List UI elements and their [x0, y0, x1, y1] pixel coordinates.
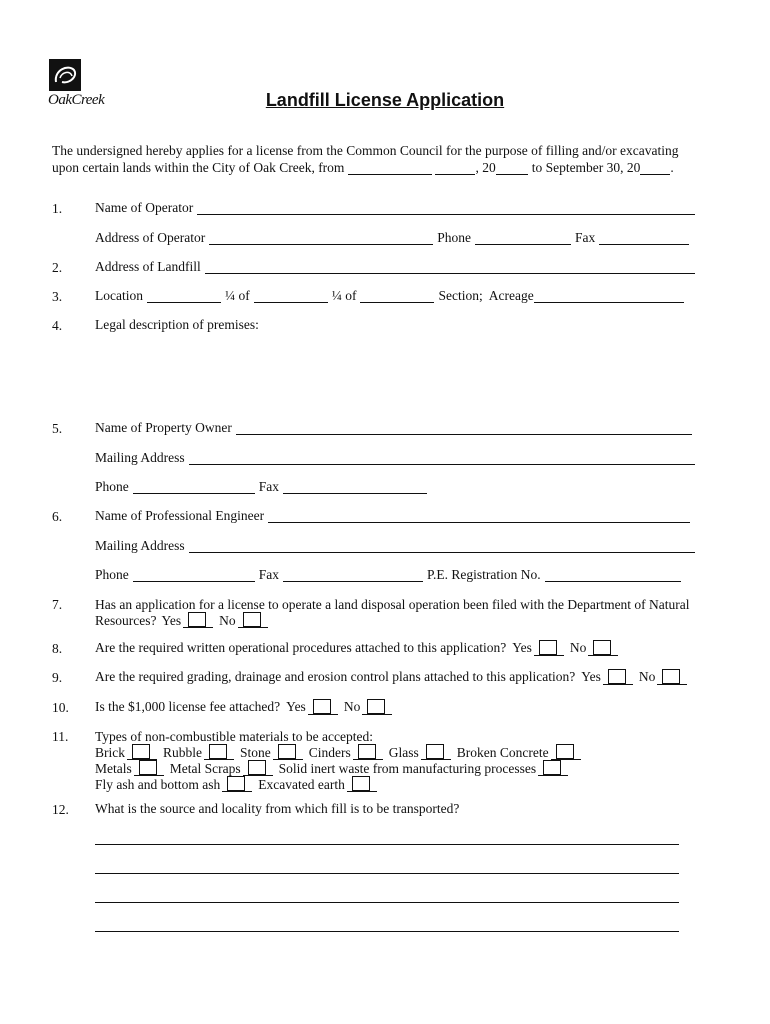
materials-section [95, 729, 587, 792]
stone-label: Stone [240, 745, 271, 760]
quarter-of-label-2: ¼ of [331, 288, 357, 303]
fee-yes-wrap [308, 699, 338, 715]
materials-question: Types of non-combustible materials to be accepted: [95, 729, 373, 744]
engineer-mailing-field[interactable] [189, 540, 695, 553]
intro-line-1: The undersigned hereby applies for a license from the Common Council for the purpose of filling and/or excavating [52, 143, 679, 158]
fill-source-row [95, 801, 459, 817]
brick-label: Brick [95, 745, 125, 760]
item-5-number: 5. [52, 421, 63, 436]
owner-mailing-row [95, 450, 699, 466]
engineer-fax-label: Fax [258, 567, 279, 582]
pe-registration-field[interactable] [545, 569, 681, 582]
operator-address-row [95, 230, 693, 246]
grading-yes-wrap [603, 669, 633, 685]
property-owner-label: Name of Property Owner [95, 420, 232, 435]
fee-question: Is the $1,000 license fee attached? [95, 699, 281, 714]
fee-yes-label: Yes [286, 699, 306, 714]
broken-concrete-label: Broken Concrete [456, 745, 549, 760]
engineer-mailing-label: Mailing Address [95, 538, 185, 553]
from-date-field-2[interactable] [435, 162, 475, 175]
intro-period: . [670, 160, 674, 175]
logo-text: OakCreek [48, 92, 105, 108]
operator-address-field[interactable] [209, 232, 433, 245]
owner-phone-row [95, 479, 431, 495]
intro-to-text: to September 30, 20 [531, 160, 641, 175]
procedures-yes-label: Yes [512, 640, 532, 655]
owner-mailing-field[interactable] [189, 452, 695, 465]
metal-scraps-label: Metal Scraps [169, 761, 241, 776]
item-2-number: 2. [52, 260, 63, 275]
dnr-yes-label: Yes [161, 613, 182, 628]
item-6-number: 6. [52, 509, 63, 524]
operator-phone-label: Phone [437, 230, 471, 245]
grading-no-label: No [638, 669, 656, 684]
excavated-earth-label: Excavated earth [258, 777, 345, 792]
fill-source-line-3[interactable] [95, 902, 679, 903]
fill-source-line-2[interactable] [95, 873, 679, 874]
owner-phone-label: Phone [95, 479, 129, 494]
engineer-phone-row [95, 567, 685, 583]
dnr-question-line-1: Has an application for a license to operate a land disposal operation been filed with the Department of Natural [95, 597, 690, 612]
legal-description-label: Legal description of premises: [95, 317, 259, 332]
solid-inert-label: Solid inert waste from manufacturing processes [278, 761, 537, 776]
dnr-question-line-2: Resources? [95, 613, 157, 628]
intro-paragraph [52, 142, 678, 176]
property-owner-row [95, 420, 696, 436]
acreage-label: Acreage [488, 288, 534, 303]
item-10-number: 10. [52, 700, 69, 715]
excavated-earth-checkbox[interactable] [352, 776, 370, 791]
location-field-3[interactable] [360, 290, 434, 303]
grading-no-wrap [657, 669, 687, 685]
glass-label: Glass [388, 745, 419, 760]
item-12-number: 12. [52, 802, 69, 817]
stone-checkbox[interactable] [278, 744, 296, 759]
fly-ash-label: Fly ash and bottom ash [95, 777, 221, 792]
solid-inert-checkbox[interactable] [543, 760, 561, 775]
item-1-number: 1. [52, 201, 63, 216]
engineer-phone-label: Phone [95, 567, 129, 582]
oak-creek-emblem-icon [48, 58, 82, 92]
page-title: Landfill License Application [265, 90, 505, 110]
owner-mailing-label: Mailing Address [95, 450, 185, 465]
location-field-2[interactable] [254, 290, 328, 303]
cinders-label: Cinders [308, 745, 351, 760]
procedures-no-label: No [569, 640, 587, 655]
to-year-field[interactable] [640, 162, 670, 175]
item-9-number: 9. [52, 670, 63, 685]
dnr-no-checkbox[interactable] [243, 612, 261, 627]
grading-yes-checkbox[interactable] [608, 669, 626, 684]
metals-checkbox[interactable] [139, 760, 157, 775]
engineer-name-row [95, 508, 694, 524]
landfill-address-field[interactable] [205, 261, 695, 274]
intro-year-prefix: , 20 [475, 160, 496, 175]
dnr-question [95, 597, 690, 628]
procedures-yes-checkbox[interactable] [539, 640, 557, 655]
from-year-field[interactable] [496, 162, 528, 175]
fill-source-question: What is the source and locality from which fill is to be transported? [95, 801, 460, 816]
fee-no-label: No [343, 699, 361, 714]
grading-yes-label: Yes [581, 669, 601, 684]
grading-no-checkbox[interactable] [662, 669, 680, 684]
operator-name-row [95, 200, 699, 216]
fee-no-checkbox[interactable] [367, 699, 385, 714]
fee-row [95, 699, 398, 715]
procedures-no-checkbox[interactable] [593, 640, 611, 655]
rubble-checkbox[interactable] [209, 744, 227, 759]
item-7-number: 7. [52, 597, 63, 612]
grading-question: Are the required grading, drainage and erosion control plans attached to this application? [95, 669, 576, 684]
grading-row [95, 669, 693, 685]
dnr-yes-checkbox-wrap [183, 612, 213, 628]
landfill-address-row [95, 259, 699, 275]
metals-label: Metals [95, 761, 132, 776]
engineer-phone-field[interactable] [133, 569, 255, 582]
engineer-fax-field[interactable] [283, 569, 423, 582]
metal-scraps-checkbox[interactable] [248, 760, 266, 775]
quarter-of-label-1: ¼ of [224, 288, 250, 303]
item-8-number: 8. [52, 641, 63, 656]
procedures-yes-wrap [534, 640, 564, 656]
item-11-number: 11. [52, 729, 69, 744]
location-field-1[interactable] [147, 290, 221, 303]
operator-name-label: Name of Operator [95, 200, 194, 215]
fill-source-line-1[interactable] [95, 844, 679, 845]
owner-phone-field[interactable] [133, 481, 255, 494]
fly-ash-checkbox[interactable] [227, 776, 245, 791]
dnr-yes-checkbox[interactable] [188, 612, 206, 627]
item-3-number: 3. [52, 289, 63, 304]
fill-source-line-4[interactable] [95, 931, 679, 932]
operator-phone-field[interactable] [475, 232, 571, 245]
acreage-field[interactable] [534, 290, 684, 303]
operator-address-label: Address of Operator [95, 230, 206, 245]
from-date-field[interactable] [348, 162, 432, 175]
operator-fax-field[interactable] [599, 232, 689, 245]
engineer-name-label: Name of Professional Engineer [95, 508, 265, 523]
item-4-number: 4. [52, 318, 63, 333]
glass-checkbox[interactable] [426, 744, 444, 759]
cinders-checkbox[interactable] [358, 744, 376, 759]
procedures-no-wrap [588, 640, 618, 656]
location-label: Location [95, 288, 143, 303]
owner-fax-label: Fax [258, 479, 279, 494]
fee-yes-checkbox[interactable] [313, 699, 331, 714]
landfill-address-label: Address of Landfill [95, 259, 201, 274]
broken-concrete-checkbox[interactable] [556, 744, 574, 759]
location-row [95, 288, 688, 304]
intro-line-2a: upon certain lands within the City of Oak Creek, from [52, 160, 345, 175]
engineer-mailing-row [95, 538, 699, 554]
dnr-no-label: No [219, 613, 236, 628]
procedures-row [95, 640, 624, 656]
rubble-label: Rubble [163, 745, 202, 760]
property-owner-field[interactable] [236, 422, 692, 435]
operator-name-field[interactable] [197, 202, 695, 215]
legal-description-row [95, 317, 259, 333]
dnr-no-checkbox-wrap [238, 612, 268, 628]
brick-checkbox[interactable] [132, 744, 150, 759]
pe-registration-label: P.E. Registration No. [427, 567, 541, 582]
section-label: Section; [438, 288, 483, 303]
owner-fax-field[interactable] [283, 481, 427, 494]
fee-no-wrap [362, 699, 392, 715]
procedures-question: Are the required written operational procedures attached to this application? [95, 640, 507, 655]
operator-fax-label: Fax [574, 230, 596, 245]
engineer-name-field[interactable] [268, 510, 690, 523]
